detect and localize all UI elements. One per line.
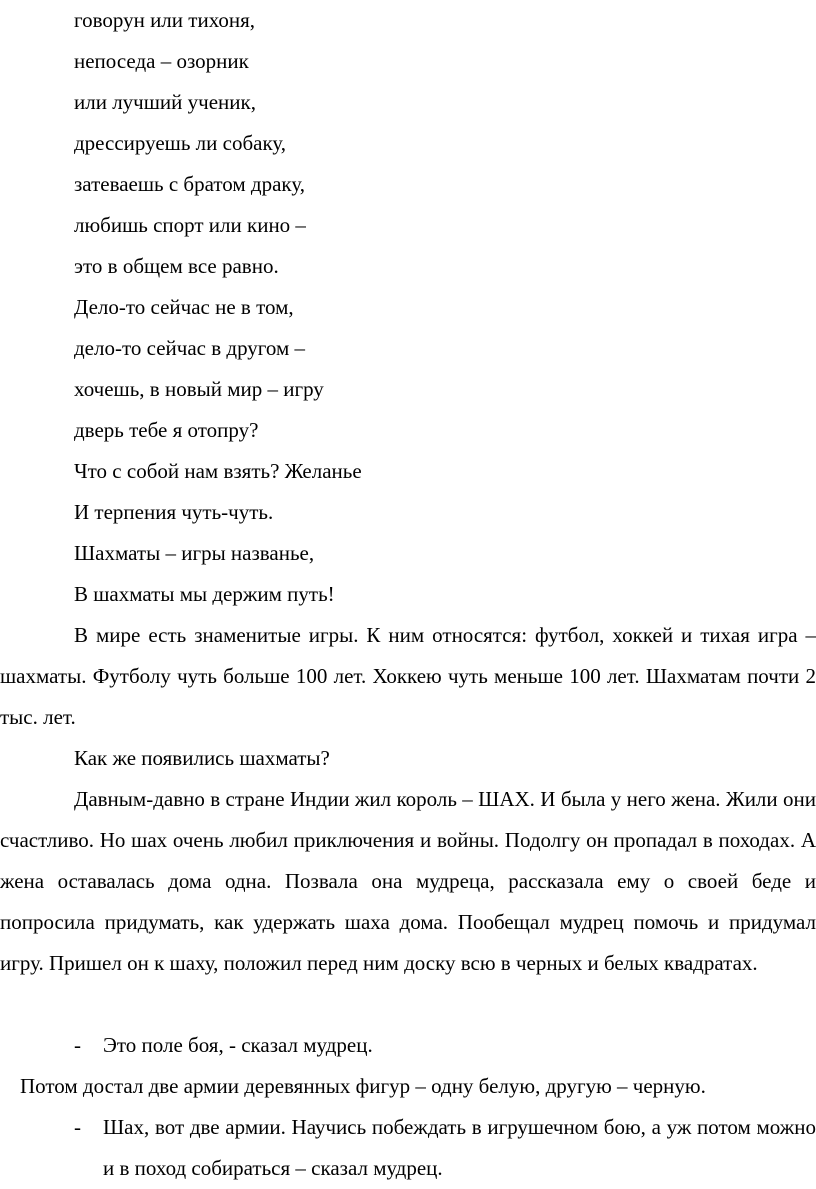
dialogue-dash: -: [74, 1033, 81, 1057]
poem-line: дело-то сейчас в другом –: [74, 336, 306, 360]
paragraph-story: Давным-давно в стране Индии жил король – ШАХ. И была у него жена. Жили они счастливо. Но шах очень любил приключения и войны. Подолгу он пропадал в походах. А жена оставалась дома одна. Позвала она мудреца, рассказала ему о своей беде и попросила придумать, как удержать шаха дома. Пообещал мудрец помочь и придумал игру. Пришел он к шаху, положил перед ним доску всю в черных и белых квадратах.: [0, 787, 816, 975]
poem-line: говорун или тихоня,: [74, 8, 256, 32]
poem-line: это в общем все равно.: [74, 254, 279, 278]
poem: [74, 0, 362, 615]
dialogue-text: Это поле боя, - сказал мудрец.: [103, 1033, 373, 1057]
dialogue-line: [0, 1025, 816, 1066]
paragraph-armies: Потом достал две армии деревянных фигур – одну белую, другую – черную.: [20, 1074, 706, 1098]
poem-line: В шахматы мы держим путь!: [74, 582, 335, 606]
poem-line: хочешь, в новый мир – игру: [74, 377, 324, 401]
dialogue-text: Шах, вот две армии. Научись побеждать в игрушечном бою, а уж потом можно и в поход собираться – сказал мудрец.: [103, 1115, 816, 1180]
paragraph-question: Как же появились шахматы?: [74, 746, 330, 770]
paragraph-famous-games: В мире есть знаменитые игры. К ним относятся: футбол, хоккей и тихая игра – шахматы. Футболу чуть больше 100 лет. Хоккею чуть меньше 100 лет. Шахматам почти 2 тыс. лет.: [0, 623, 816, 729]
poem-line: Дело-то сейчас не в том,: [74, 295, 294, 319]
dialogue-dash: -: [74, 1115, 81, 1139]
poem-line: любишь спорт или кино –: [74, 213, 306, 237]
poem-line: дрессируешь ли собаку,: [74, 131, 287, 155]
poem-line: И терпения чуть-чуть.: [74, 500, 274, 524]
poem-line: затеваешь с братом драку,: [74, 172, 305, 196]
poem-line: непоседа – озорник: [74, 49, 249, 73]
poem-line: дверь тебе я отопру?: [74, 418, 259, 442]
poem-line: Шахматы – игры названье,: [74, 541, 315, 565]
poem-line: Что с собой нам взять? Желанье: [74, 459, 362, 483]
dialogue-line: [0, 1107, 816, 1189]
poem-line: или лучший ученик,: [74, 90, 256, 114]
